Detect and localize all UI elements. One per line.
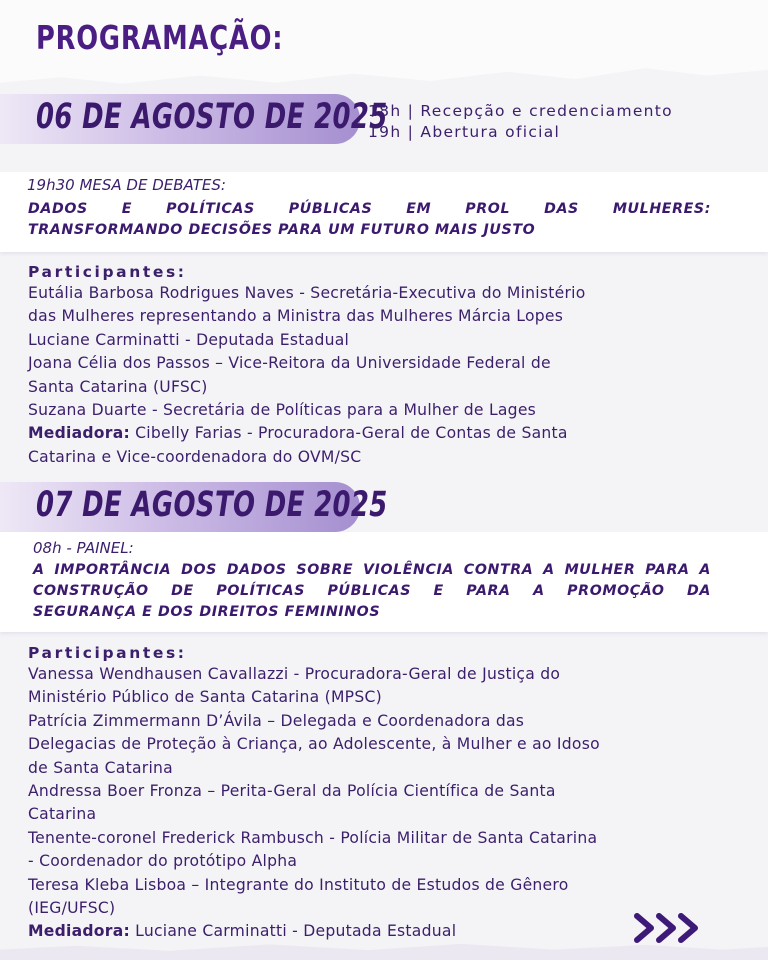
participant-line: Ministério Público de Santa Catarina (MPSC): [28, 688, 382, 707]
moderator-text: Cibelly Farias - Procuradora-Geral de Contas de Santa: [129, 424, 568, 443]
moderator-label: Mediadora:: [28, 922, 130, 941]
participant-line: Patrícia Zimmermann D’Ávila – Delegada e Coordenadora das: [28, 711, 525, 730]
day1-date: 06 DE AGOSTO DE 2025: [36, 97, 388, 137]
participant-line: (IEG/UFSC): [28, 899, 116, 918]
participant-line: Eutália Barbosa Rodrigues Naves - Secretária-Executiva do Ministério: [28, 284, 586, 302]
day2-participants-list: [28, 663, 748, 944]
day1-session-title: [28, 199, 711, 241]
moderator-label: Mediadora:: [28, 424, 130, 443]
schedule-item: 19h | Abertura oficial: [368, 123, 561, 141]
participant-line: Suzana Duarte - Secretária de Políticas para a Mulher de Lages: [28, 401, 537, 420]
participant-line: Teresa Kleba Lisboa – Integrante do Instituto de Estudos de Gênero: [28, 875, 569, 894]
participant-line: Vanessa Wendhausen Cavallazzi - Procuradora-Geral de Justiça do: [28, 665, 561, 683]
session-title-line: SEGURANÇA E DOS DIREITOS FEMININOS: [33, 604, 381, 620]
triple-chevron-right-icon[interactable]: [633, 910, 709, 950]
moderator-line: Catarina e Vice-coordenadora do OVM/SC: [28, 447, 362, 466]
day1-date-ribbon: [0, 94, 388, 144]
day2-date-ribbon: [0, 482, 388, 532]
day2-participants-label: Participantes:: [28, 644, 187, 662]
session-title-line: CONSTRUÇÃO DE POLÍTICAS PÚBLICAS E PARA A PROMOÇÃO DA: [33, 583, 711, 599]
participant-line: Joana Célia dos Passos – Vice-Reitora da Universidade Federal de: [28, 354, 551, 373]
day1-participants-label: Participantes:: [28, 263, 187, 281]
participant-line: Delegacias de Proteção à Criança, ao Adolescente, à Mulher e ao Idoso: [28, 735, 600, 754]
day2-session-time: 08h - PAINEL:: [33, 539, 134, 557]
schedule-item: 18h | Recepção e credenciamento: [368, 102, 673, 120]
moderator-text: Luciane Carminatti - Deputada Estadual: [129, 922, 457, 941]
participant-line: de Santa Catarina: [28, 758, 173, 777]
day1-schedule: [368, 101, 673, 143]
participant-line: Catarina: [28, 805, 97, 824]
participant-line: Luciane Carminatti - Deputada Estadual: [28, 330, 350, 349]
page-title: PROGRAMAÇÃO:: [36, 18, 284, 57]
day2-date: 07 DE AGOSTO DE 2025: [36, 485, 388, 525]
participant-line: Tenente-coronel Frederick Rambusch - Polícia Militar de Santa Catarina: [28, 828, 598, 847]
day1-participants-list: [28, 282, 748, 469]
session-title-line: DADOS E POLÍTICAS PÚBLICAS EM PROL DAS MULHERES:: [28, 201, 711, 217]
participant-line: das Mulheres representando a Ministra das Mulheres Márcia Lopes: [28, 307, 564, 326]
participant-line: Andressa Boer Fronza – Perita-Geral da Polícia Científica de Santa: [28, 782, 556, 801]
participant-line: - Coordenador do protótipo Alpha: [28, 852, 298, 871]
participant-line: Santa Catarina (UFSC): [28, 377, 208, 396]
day2-session-title: [33, 560, 711, 623]
session-title-line: TRANSFORMANDO DECISÕES PARA UM FUTURO MAIS JUSTO: [28, 222, 536, 238]
moderator-line: [28, 422, 748, 445]
session-title-line: A IMPORTÂNCIA DOS DADOS SOBRE VIOLÊNCIA CONTRA A MULHER PARA A: [33, 562, 711, 578]
day1-session-time: 19h30 MESA DE DEBATES:: [27, 176, 226, 194]
